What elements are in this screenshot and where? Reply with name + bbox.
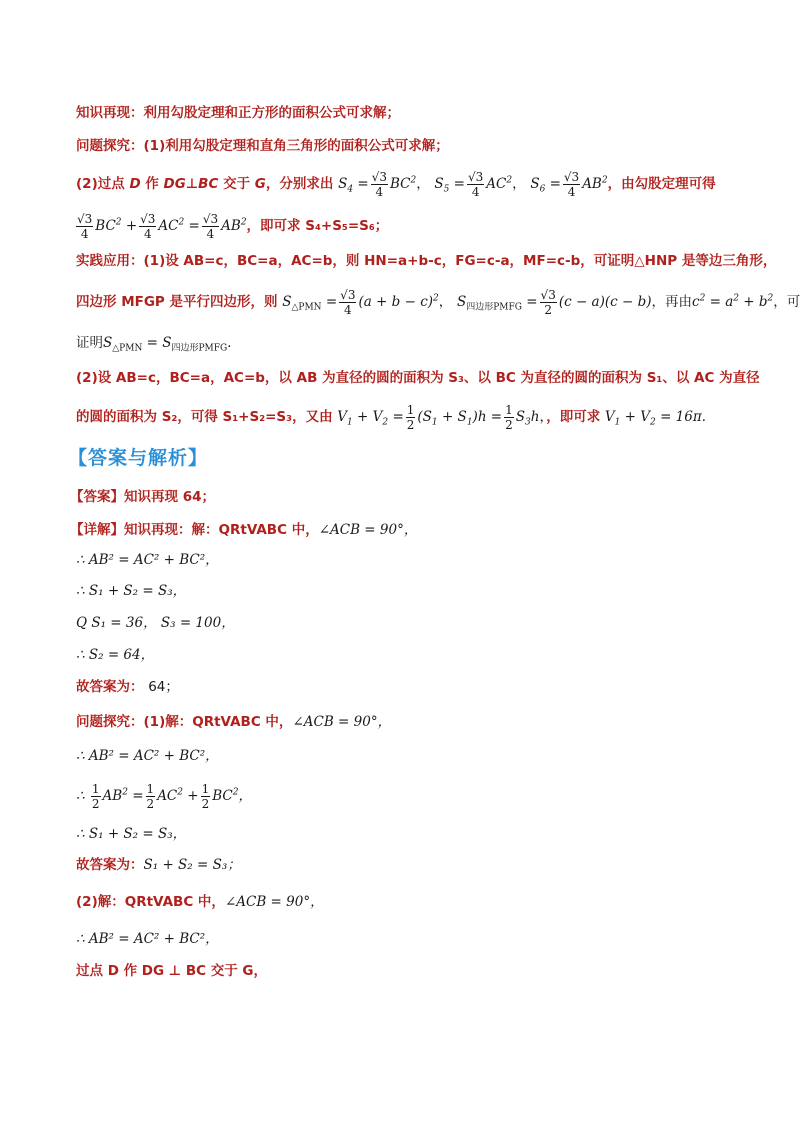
explore-part2-step-2: 过点 D 作 DG ⊥ BC 交于 G，: [76, 963, 268, 979]
text-fragment: ，可: [773, 294, 800, 310]
explore-intro: [76, 712, 391, 732]
explore-step-3: ∴ S₁ + S₂ = S₃，: [76, 826, 187, 842]
detail-line: [70, 520, 417, 540]
text-fragment: ，即可求: [546, 409, 601, 425]
practice-1-line2: 四边形 MFGP 是平行四边形，则 $S_{\triangle PMN}$ = $\frac{√3}{4}$ $(a + b - c)^2$， $S_{四边形PMFG}$ = $\frac{√3}{2}$ (c − a)(c − b)，再由$c^2 = a^2 + b^2$，可: [76, 288, 800, 317]
pythagorean-sum-line: $\frac{√3}{4}$ $BC^2$ + $\frac{√3}{4}$ $AC^2$ = $\frac{√3}{4}$ $AB^2$，即可求 S₄+S₅=S₆；: [77, 212, 389, 241]
problem-explore-1-line: 问题探究：(1)利用勾股定理和直角三角形的面积公式可求解；: [76, 138, 449, 154]
text-fragment: 故答案为：: [76, 679, 144, 695]
practice-2-line: (2)设 AB=c，BC=a，AC=b，以 AB 为直径的圆的面积为 S₃、以 BC 为直径的圆的面积为 S₁、以 AC 为直径: [76, 370, 760, 386]
text-fragment: 问题探究：(1)解：: [76, 714, 193, 730]
text-fragment: ，分别求出: [265, 176, 334, 192]
text-fragment: S₁ + S₂ = S₃；: [143, 857, 241, 873]
text-fragment: 的圆的面积为 S₂，可得 S₁+S₂=S₃，又由: [76, 409, 333, 425]
text-fragment: 证明: [76, 335, 103, 351]
angle-formula: ∠ACB = 90°，: [318, 522, 418, 538]
text-fragment: 故答案为：: [76, 857, 144, 873]
text-fragment: 知识再现：解：: [124, 522, 219, 538]
text-fragment: QRtVABC 中，: [124, 894, 225, 910]
detail-step-1: ∴ AB² = AC² + BC²，: [76, 552, 219, 568]
text-fragment: (2)解：: [76, 894, 125, 910]
answer-heading: 【答案与解析】: [68, 447, 209, 469]
text-fragment: QRtVABC 中，: [218, 522, 319, 538]
detail-step-3: Q S₁ = 36， S₃ = 100，: [76, 615, 235, 631]
answer-label: 【答案】: [70, 489, 124, 505]
text-fragment: ，由勾股定理可得: [607, 176, 716, 192]
problem-explore-2-line: (2)过点 D 作 DG⊥BC 交于 G，分别求出 $S_4$ = $\frac{√3}{4}$ $BC^2$， $S_5$ = $\frac{√3}{4}$ $AC^2$， $S_6$ = $\frac{√3}{4}$ $AB^2$，由勾股定理可得: [76, 170, 716, 199]
text-fragment: ，即可求 S₄+S₅=S₆；: [246, 218, 389, 234]
text-fragment: 64；: [148, 679, 179, 695]
answer-line: [70, 487, 215, 507]
angle-formula: ∠ACB = 90°，: [224, 894, 324, 910]
explore-step-1: ∴ AB² = AC² + BC²，: [76, 748, 219, 764]
explore-part2-step-1: ∴ AB² = AC² + BC²，: [76, 931, 219, 947]
formula-s5: $S_5$ = $\frac{√3}{4}$ $AC^2$: [434, 170, 513, 199]
practice-1-line: 实践应用：(1)设 AB=c，BC=a，AC=b，则 HN=a+b-c，FG=c-a，MF=c-b，可证明△HNP 是等边三角形，: [76, 253, 777, 269]
text-fragment: QRtVABC 中，: [192, 714, 293, 730]
text-fragment: 作: [145, 176, 159, 192]
detail-step-4: ∴ S₂ = 64，: [76, 647, 155, 663]
text-fragment: ∴: [76, 788, 85, 804]
detail-step-2: ∴ S₁ + S₂ = S₃，: [76, 583, 187, 599]
formula-s4: $S_4$ = $\frac{√3}{4}$ $BC^2$: [338, 170, 417, 199]
detail-label: 【详解】: [70, 522, 124, 538]
practice-1-line3: 证明$S_{\triangle PMN} = S_{四边形PMFG}$．: [76, 335, 241, 354]
text-fragment: (2)过点: [76, 176, 125, 192]
detail-result: [76, 677, 179, 697]
text-fragment: 交于: [223, 176, 251, 192]
text-fragment: ，再由: [651, 294, 692, 310]
explore-result: [76, 855, 241, 875]
explore-step-2: ∴ $\frac{1}{2}$ $AB^2$ = $\frac{1}{2}$ $AC^2$ + $\frac{1}{2}$ $BC^2$，: [76, 782, 253, 811]
knowledge-recall-line: 知识再现：利用勾股定理和正方形的面积公式可求解；: [76, 105, 400, 121]
angle-formula: ∠ACB = 90°，: [292, 714, 392, 730]
practice-2-line2: 的圆的面积为 S₂，可得 S₁+S₂=S₃，又由 $V_1 + V_2$ = $\frac{1}{2}$ $(S_1 + S_1)h$ = $\frac{1}{2}$ $S_3h$，，即可求 $V_1 + V_2 = 16\pi$．: [76, 403, 716, 432]
answer-text: 知识再现 64；: [124, 489, 215, 505]
formula-s6: $S_6$ = $\frac{√3}{4}$ $AB^2$: [530, 170, 608, 199]
text-fragment: 四边形 MFGP 是平行四边形，则: [76, 294, 278, 310]
explore-part2-intro: [76, 892, 324, 912]
